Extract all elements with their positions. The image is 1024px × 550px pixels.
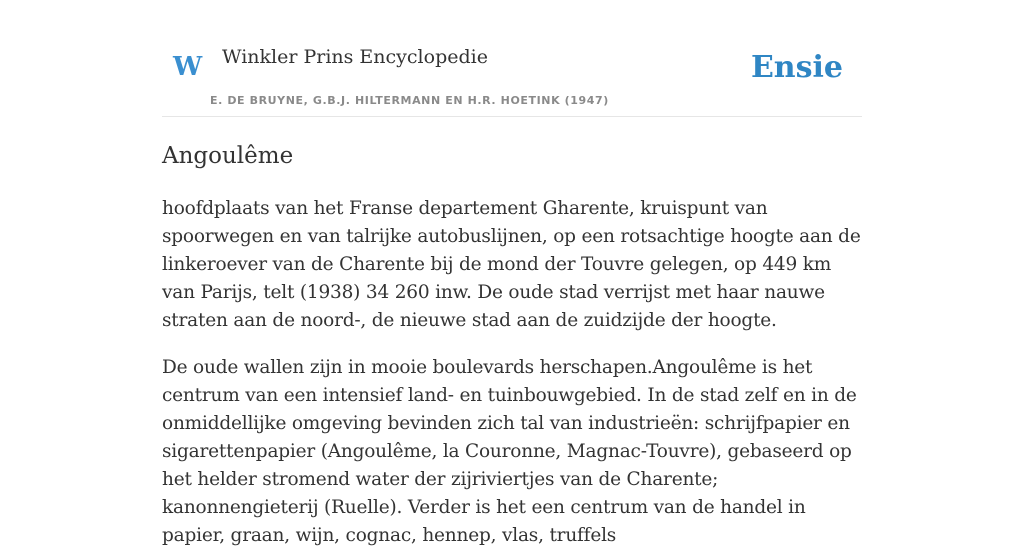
authors-subtitle: E. DE BRUYNE, G.B.J. HILTERMANN EN H.R. HOETINK (1947) [210,94,609,107]
entry-title: Angoulême [162,143,294,169]
site-title-link[interactable]: Winkler Prins Encyclopedie [222,46,488,68]
article-paragraph: De oude wallen zijn in mooie boulevards herschapen.Angoulême is het centrum van een intensief land- en tuinbouwgebied. In de stad zelf en in de onmiddellijke omgeving bevinden zich tal van industrieën: schrijfpapier en sigarettenpapier (Angoulême, la Couronne, Magnac-Touvre), gebaseerd op het helder stromend water der zijriviertjes van de Charente; kanonnengieterij (Ruelle). Verder is het een centrum van de handel in papier, graan, wijn, cognac, hennep, vlas, truffels [162,357,857,546]
page-container [162,0,862,550]
ensie-logo[interactable]: Ensie [750,50,843,85]
winkler-prins-logo[interactable]: W [173,52,203,82]
article-paragraph: hoofdplaats van het Franse departement Gharente, kruispunt van spoorwegen en van talrijke autobuslijnen, op een rotsachtige hoogte aan de linkeroever van de Charente bij de mond der Touvre gelegen, op 449 km van Parijs, telt (1938) 34 260 inw. De oude stad verrijst met haar nauwe straten aan de noord-, de nieuwe stad aan de zuidzijde der hoogte. [162,198,861,331]
site-header [162,0,862,117]
